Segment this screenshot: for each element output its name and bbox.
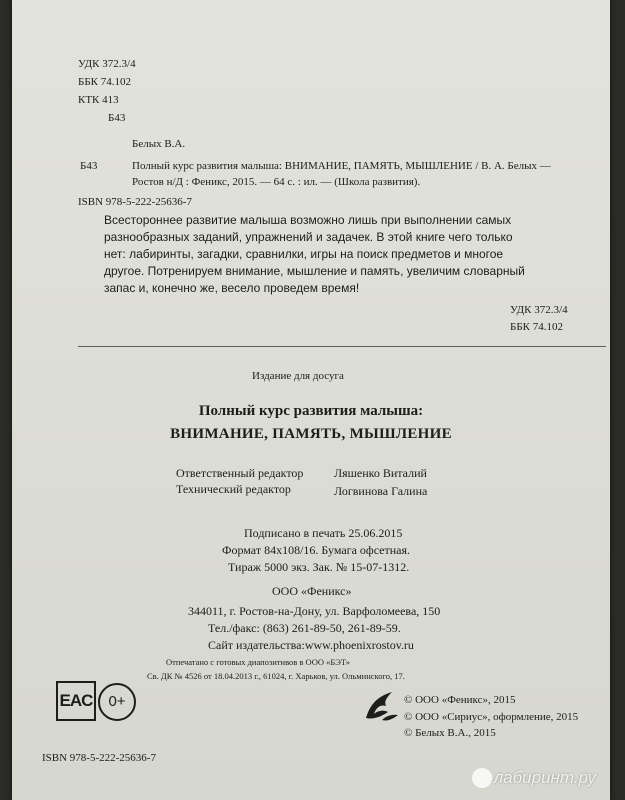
annotation-line: нет: лабиринты, загадки, сравнилки, игры на поиск предметов и многое xyxy=(104,247,504,261)
publisher-site: Сайт издательства:www.phoenixrostov.ru xyxy=(208,638,414,652)
book-page xyxy=(12,0,610,800)
right-udk-code: УДК 372.3/4 xyxy=(510,304,568,316)
print-info-line: Формат 84x108/16. Бумага офсетная. xyxy=(222,543,411,557)
print-info-line: Подписано в печать 25.06.2015 xyxy=(244,526,403,540)
annotation-line: запас и, конечно же, весело проведем время! xyxy=(104,281,360,295)
watermark-logo-icon xyxy=(472,768,492,788)
annotation-line: Всестороннее развитие малыша возможно лишь при выполнении самых xyxy=(104,213,512,227)
age-rating-icon: 0+ xyxy=(98,683,136,721)
copyright-line: © ООО «Сириус», оформление, 2015 xyxy=(404,711,579,723)
eac-mark-icon: EAC xyxy=(56,681,96,721)
watermark: лабиринт.ру xyxy=(493,768,596,787)
printing-line-2: Св. ДК № 4526 от 18.04.2013 г., 61024, г. Харьков, ул. Ольминского, 17. xyxy=(147,671,405,681)
print-info-line: Тираж 5000 экз. Зак. № 15-07-1312. xyxy=(228,560,410,574)
bib-line-1: Полный курс развития малыша: ВНИМАНИЕ, ПАМЯТЬ, МЫШЛЕНИЕ / В. А. Белых — xyxy=(132,160,551,172)
ktk-code: КТК 413 xyxy=(78,94,119,106)
staff-role: Технический редактор xyxy=(176,482,291,496)
title-line-2: ВНИМАНИЕ, ПАМЯТЬ, МЫШЛЕНИЕ xyxy=(170,426,452,442)
bib-author: Белых В.А. xyxy=(132,138,186,150)
printing-line-1: Отпечатано с готовых диапозитивов в ООО «БЭТ» xyxy=(166,657,351,667)
bib-mark: Б43 xyxy=(80,160,98,172)
copyright-line: © Белых В.А., 2015 xyxy=(404,727,496,739)
publisher-name: ООО «Феникс» xyxy=(272,584,352,598)
staff-name: Ляшенко Виталий xyxy=(334,466,427,480)
edition-type: Издание для досуга xyxy=(252,370,344,382)
bbk-code: ББК 74.102 xyxy=(78,76,131,88)
right-bbk-code: ББК 74.102 xyxy=(510,321,563,333)
divider xyxy=(78,346,606,347)
bib-line-2: Ростов н/Д : Феникс, 2015. — 64 с. : ил. — (Школа развития). xyxy=(132,176,421,188)
isbn-bottom: ISBN 978-5-222-25636-7 xyxy=(42,752,156,764)
annotation xyxy=(104,212,604,297)
staff-name: Логвинова Галина xyxy=(334,484,428,498)
publisher-address: 344011, г. Ростов-на-Дону, ул. Варфоломеева, 150 xyxy=(188,604,441,618)
udk-code: УДК 372.3/4 xyxy=(78,58,136,70)
annotation-line: другое. Потренируем внимание, мышление и память, увеличим словарный xyxy=(104,264,525,278)
publisher-phone: Тел./факс: (863) 261-89-50, 261-89-59. xyxy=(208,621,401,635)
isbn-top: ISBN 978-5-222-25636-7 xyxy=(78,196,192,208)
copyright-line: © ООО «Феникс», 2015 xyxy=(404,694,516,706)
author-mark: Б43 xyxy=(108,112,126,124)
phoenix-logo-icon xyxy=(362,690,400,724)
annotation-line: разнообразных заданий, упражнений и задачек. В этой книге чего только xyxy=(104,230,513,244)
title-line-1: Полный курс развития малыша: xyxy=(198,403,424,419)
staff-role: Ответственный редактор xyxy=(176,466,304,480)
